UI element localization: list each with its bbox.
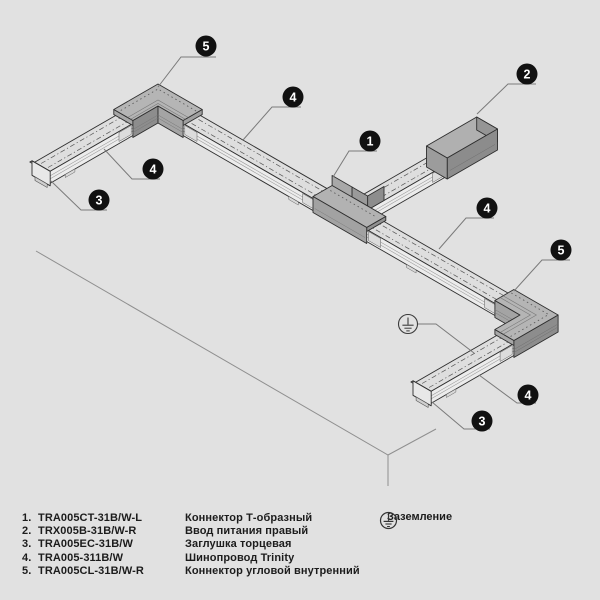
legend-desc: Заглушка торцевая	[185, 538, 292, 551]
legend-desc: Шинопровод Trinity	[185, 551, 295, 564]
callout-number: 4	[524, 388, 532, 403]
callout	[158, 36, 217, 88]
callout-number: 5	[202, 39, 210, 54]
legend-code: TRA005CT-31B/W-L	[38, 512, 143, 524]
legend-num: 3.	[22, 538, 32, 551]
power-feed	[427, 117, 498, 179]
callout-leader	[333, 151, 377, 177]
callout	[439, 198, 498, 250]
callout	[243, 87, 304, 141]
callout	[432, 402, 493, 432]
callout-leader	[477, 84, 536, 114]
legend-num: 1.	[22, 512, 32, 524]
legend-num: 4.	[22, 551, 32, 564]
legend-code: TRA005CL-31B/W-R	[38, 564, 144, 577]
ground-icon	[379, 511, 398, 530]
callout-number: 2	[523, 67, 531, 82]
legend-row	[22, 565, 360, 578]
legend-desc: Коннектор угловой внутренний	[185, 564, 360, 577]
callout-leader	[439, 218, 494, 249]
callout-number: 5	[557, 243, 565, 258]
ceiling-edge	[36, 251, 436, 455]
legend-code: TRX005B-31B/W-R	[38, 525, 137, 538]
legend-desc: Ввод питания правый	[185, 525, 309, 538]
callout	[104, 149, 164, 180]
callout	[477, 64, 538, 115]
callout-number: 3	[478, 414, 486, 429]
legend-row	[22, 525, 360, 538]
callout	[479, 375, 539, 406]
ground-label: Заземление	[387, 511, 453, 523]
ground-legend	[379, 511, 452, 524]
callout-number: 4	[483, 201, 491, 216]
callout-number: 3	[95, 193, 103, 208]
legend-code: TRA005-311B/W	[38, 551, 124, 564]
callout	[51, 181, 110, 211]
ceiling-edge-lines	[36, 251, 436, 486]
callout-number: 4	[149, 162, 157, 177]
callout-number: 4	[289, 90, 297, 105]
callout	[514, 240, 572, 292]
ground-symbol	[399, 315, 475, 354]
legend	[22, 512, 360, 578]
callout-leader	[158, 57, 216, 87]
callout-leader	[514, 260, 570, 291]
legend-row	[22, 512, 360, 525]
legend-desc: Коннектор Т-образный	[185, 512, 313, 524]
legend-row	[22, 538, 360, 551]
legend-num: 5.	[22, 564, 32, 577]
ground-leader	[418, 324, 475, 353]
legend-num: 2.	[22, 525, 32, 538]
callout-number: 1	[366, 134, 374, 149]
legend-code: TRA005EC-31B/W	[38, 538, 133, 551]
callout-leader	[243, 107, 301, 140]
legend-row	[22, 552, 360, 565]
callout	[333, 131, 381, 178]
